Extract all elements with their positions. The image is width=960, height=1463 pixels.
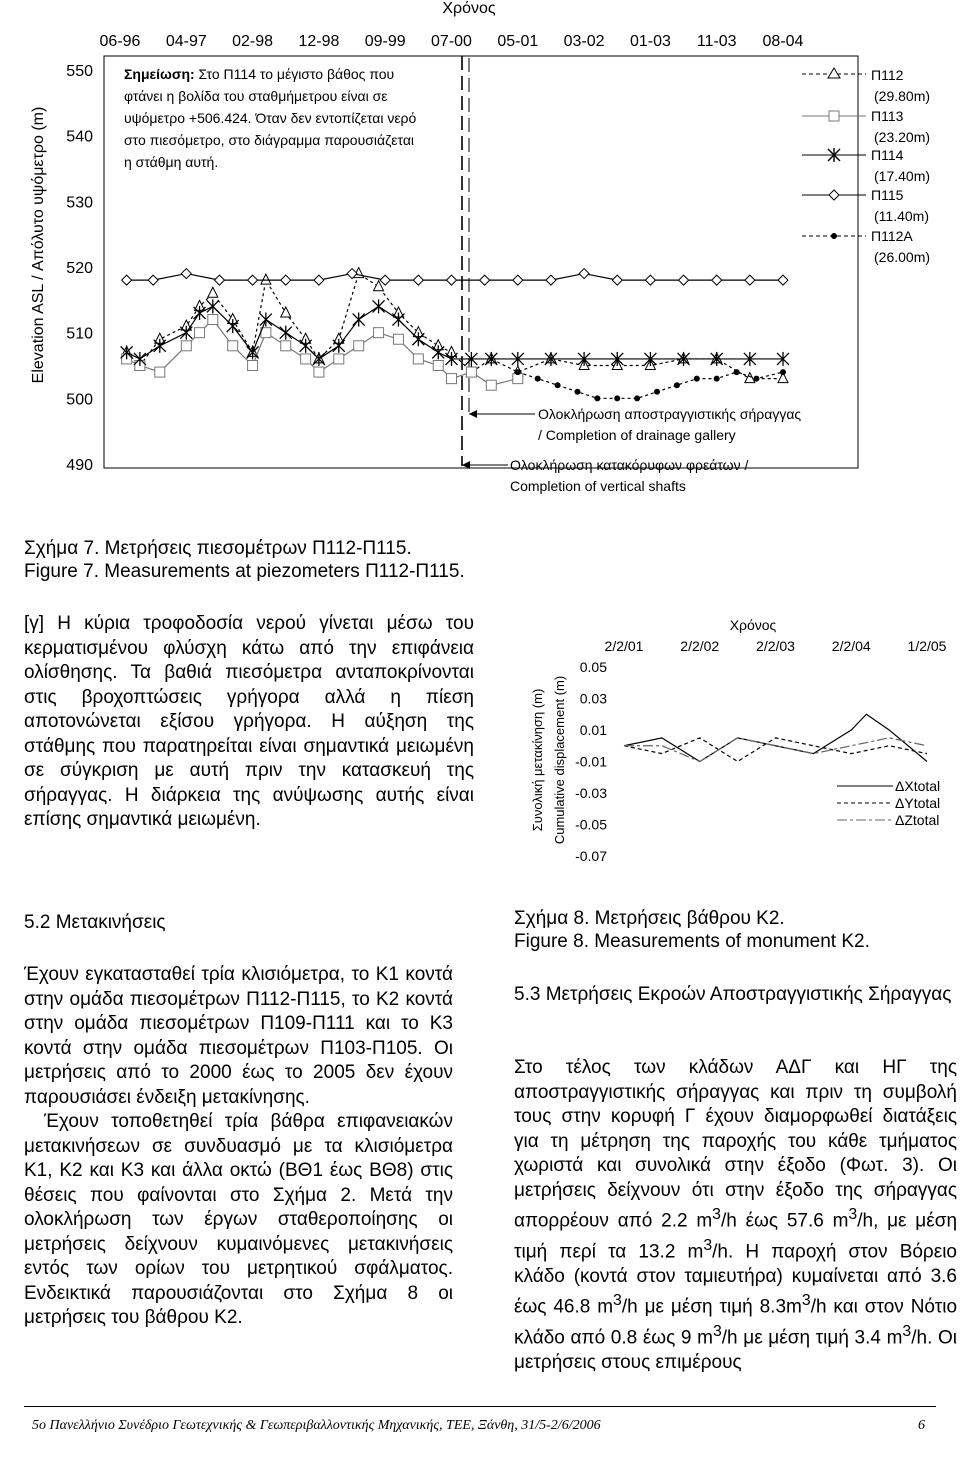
square-marker: [281, 341, 291, 351]
figure8-series-group: [624, 714, 927, 761]
paragraph-inclinometers: Έχουν εγκατασταθεί τρία κλισιόμετρα, το Κ1 κοντά στην ομάδα πιεσομέτρων Π112-Π115, το Κ2 κοντά στην ομάδα πιεσομέτρων Π109-Π111 και το Κ3 κοντά στην ομάδα πιεσομέτρων Π103-Π105. Οι μετρήσεις από το 2000 έως το 2005 δεν έχουν παρουσιάσει ένδειξη μετακίνησης.: [24, 964, 453, 1108]
figure7-y-title: Elevation ASL / Απόλυτο υψόμετρο (m): [30, 106, 47, 384]
dot-marker: [714, 376, 720, 382]
y-tick-label: -0.03: [575, 785, 607, 801]
diamond-marker: [214, 275, 224, 285]
triangle-marker: [208, 287, 218, 297]
star-marker: [121, 345, 133, 359]
star-marker: [353, 313, 365, 327]
left-paragraph-1: [24, 612, 474, 833]
dot-marker: [594, 395, 600, 401]
diamond-marker: [546, 275, 556, 285]
y-tick-label: 550: [66, 63, 93, 80]
diamond-marker: [579, 269, 589, 279]
dot-marker: [555, 382, 561, 388]
star-marker: [432, 345, 444, 359]
star-marker: [280, 326, 292, 340]
x-tick-label: 04-97: [165, 33, 207, 50]
diamond-marker: [513, 275, 523, 285]
star-marker: [180, 326, 192, 340]
legend-p112: [802, 67, 930, 104]
section-5-2-heading: 5.2 Μετακινήσεις: [24, 912, 166, 933]
arrow-left-icon: [469, 410, 477, 418]
legend-p113: [802, 108, 930, 145]
x-tick-label: 2/2/04: [831, 638, 871, 654]
y-tick-label: 510: [66, 325, 93, 343]
square-marker: [433, 361, 443, 371]
square-marker: [155, 367, 165, 377]
x-tick-label: 06-96: [99, 33, 141, 50]
square-marker: [413, 354, 423, 364]
legend-p114-depth: (17.40m): [874, 168, 931, 184]
figure8-x-ticks: [605, 638, 947, 654]
left-paragraph-2: [24, 963, 453, 1331]
figure7-y-ticks: [66, 63, 93, 474]
diamond-marker: [380, 275, 390, 285]
x-tick-label: 1/2/05: [907, 638, 947, 654]
star-marker: [313, 352, 325, 366]
figure8-caption-gr: Σχήμα 8. Μετρήσεις βάθρου Κ2.: [514, 908, 785, 929]
series-line: [624, 738, 927, 762]
figure8-x-title: Χρόνος: [729, 617, 777, 633]
figure7-caption-gr: Σχήμα 7. Μετρήσεις πιεσομέτρων Π112-Π115.: [24, 538, 412, 559]
star-marker: [392, 313, 404, 327]
x-tick-label: 08-04: [762, 33, 804, 50]
square-marker: [486, 380, 496, 390]
figure7-series-group: [121, 268, 789, 402]
square-marker: [181, 341, 191, 351]
star-marker: [154, 339, 166, 353]
y-tick-label: 490: [66, 457, 93, 474]
square-marker: [301, 354, 311, 364]
series-line: [127, 306, 783, 359]
diamond-marker: [281, 275, 291, 285]
figure7-annotation-shafts: [462, 457, 748, 494]
figure7-legend: [802, 67, 930, 265]
annotation-gallery-line-0: Ολοκλήρωση αποστραγγιστικής σήραγγας: [538, 406, 802, 422]
legend-dx: [837, 778, 940, 794]
footer-conference: 5ο Πανελλήνιο Συνέδριο Γεωτεχνικής & Γεωπεριβαλλοντικής Μηχανικής, ΤΕΕ, Ξάνθη, 31/5-2/6/2006: [32, 1418, 601, 1433]
star-marker: [373, 299, 385, 313]
diamond-marker: [679, 275, 689, 285]
legend-p112-name: Π112: [871, 67, 904, 83]
star-marker: [134, 352, 146, 366]
note-lead: Σημείωση:: [124, 66, 195, 82]
dot-marker: [574, 389, 580, 395]
dot-marker: [614, 395, 620, 401]
x-tick-label: 07-00: [431, 33, 472, 50]
figure8-y-title-en: Cumulative displacement (m): [552, 675, 567, 845]
x-tick-label: 09-99: [364, 33, 406, 50]
legend-p115-depth: (11.40m): [874, 208, 929, 224]
dot-marker: [694, 376, 700, 382]
paragraph-monuments: Έχουν τοποθετηθεί τρία βάθρα επιφανειακών μετακινήσεων σε συνδυασμό με τα κλισιόμετρα Κ1, Κ2 και Κ3 και άλλα οκτώ (ΒΘ1 έως ΒΘ8) στις θέσεις που φαίνονται στο Σχήμα 2. Μετά την ολοκλήρωση των έργων σταθεροποίησης οι μετρήσεις δείχνουν κυμαινόμενες μετακινήσεις εντός των ορίων του μετρητικού σφάλματος. Ενδεικτικά παρουσιάζονται στο Σχήμα 8 οι μετρήσεις του βάθρου Κ2.: [24, 1111, 453, 1328]
figure7-x-ticks: [100, 33, 804, 50]
diamond-marker: [122, 275, 132, 285]
x-tick-label: 2/2/02: [680, 638, 720, 654]
figure8-legend: [837, 778, 940, 828]
legend-p112a-name: Π112Α: [871, 228, 913, 244]
legend-dy: [837, 795, 940, 811]
square-marker: [228, 341, 238, 351]
note-line-4: η στάθμη αυτή.: [124, 154, 219, 170]
note-line-3: στο πιεσόμετρο, στο διάγραμμα παρουσιάζεται: [124, 132, 415, 148]
diamond-marker-icon: [829, 190, 839, 200]
dot-marker-icon: [831, 233, 837, 239]
star-marker: [333, 339, 345, 353]
y-tick-label: 530: [66, 194, 93, 212]
y-tick-label: 0.03: [579, 690, 607, 707]
x-tick-label: 02-98: [232, 33, 274, 50]
square-marker: [513, 374, 523, 384]
legend-dy-label: ΔYtotal: [895, 795, 941, 811]
dot-marker: [654, 389, 660, 395]
legend-p112-depth: (29.80m): [874, 88, 931, 104]
y-tick-label: 0.05: [579, 659, 607, 675]
diamond-marker: [745, 275, 755, 285]
figure7-x-title: Χρόνος: [442, 0, 496, 17]
y-tick-label: 500: [66, 391, 93, 409]
figure7-caption-en: Figure 7. Measurements at piezometers Π112-Π115.: [24, 561, 465, 582]
footer-rule: [24, 1406, 936, 1407]
legend-p114-name: Π114: [871, 147, 904, 163]
diamond-marker: [181, 269, 191, 279]
diamond-marker: [712, 275, 722, 285]
diamond-marker: [778, 275, 788, 285]
square-marker-icon: [829, 111, 839, 121]
annotation-shafts-line-1: Completion of vertical shafts: [510, 478, 686, 494]
legend-dz: [837, 812, 939, 828]
figure7-annotation-gallery: [469, 406, 801, 443]
legend-p112a-depth: (26.00m): [874, 249, 931, 265]
footer-page-number: 6: [918, 1418, 925, 1433]
diamond-marker: [480, 275, 490, 285]
legend-dx-label: ΔXtotal: [895, 778, 941, 794]
square-marker: [393, 334, 403, 344]
note-line-0-rest: Στο Π114 το μέγιστο βάθος που: [194, 66, 395, 82]
y-tick-label: 520: [66, 260, 93, 277]
section-5-3-heading: 5.3 Μετρήσεις Εκροών Αποστραγγιστικής Σήραγγας: [514, 984, 952, 1005]
diamond-marker: [447, 275, 457, 285]
figure8-y-title-gr: Συνολική μετακίνηση (m): [530, 688, 545, 832]
square-marker: [248, 361, 258, 371]
svg-text:Σημείωση: Στο Π114 το μέγιστο: [124, 66, 394, 82]
legend-p113-depth: (23.20m): [874, 129, 931, 145]
legend-p115: [802, 187, 929, 224]
legend-p115-name: Π115: [871, 187, 904, 203]
figure7-chart: [0, 0, 960, 510]
diamond-marker: [248, 275, 258, 285]
square-marker: [374, 328, 384, 338]
legend-p112a: [802, 228, 930, 265]
note-line-2: υψόμετρο +506.424. Όταν δεν εντοπίζεται νερό: [124, 110, 417, 126]
legend-dz-label: ΔZtotal: [895, 812, 940, 828]
star-marker: [300, 339, 312, 353]
x-tick-label: 12-98: [298, 33, 340, 50]
diamond-marker: [314, 275, 324, 285]
dot-marker: [780, 369, 786, 375]
diamond-marker: [413, 275, 423, 285]
square-marker: [208, 315, 218, 325]
dot-marker: [734, 369, 740, 375]
square-marker: [466, 367, 476, 377]
series-line: [624, 738, 927, 762]
dot-marker: [535, 376, 541, 382]
triangle-marker: [261, 274, 271, 284]
legend-p114: [802, 147, 930, 184]
figure7-note: [124, 66, 417, 170]
figure8-chart: [500, 600, 960, 885]
square-marker: [354, 341, 364, 351]
x-tick-label: 03-02: [563, 33, 605, 50]
annotation-shafts-line-0: Ολοκλήρωση κατακόρυφων φρεάτων /: [510, 457, 749, 473]
dot-marker: [674, 382, 680, 388]
y-tick-label: -0.01: [575, 753, 607, 770]
x-tick-label: 11-03: [696, 33, 737, 50]
triangle-marker: [281, 307, 291, 317]
x-tick-label: 01-03: [629, 33, 671, 50]
x-tick-label: 05-01: [497, 33, 539, 50]
star-marker: [247, 345, 259, 359]
star-marker: [207, 299, 219, 313]
right-paragraph: Στο τέλος των κλάδων ΑΔΓ και ΗΓ της αποστραγγιστικής σήραγγας και πριν τη συμβολή τους στην κορυφή Γ έχουν διαμορφωθεί διατάξεις για τη μέτρηση της παροχής του κάθε τμήματος χωριστά και συνολικά στην έξοδο (Φωτ. 3). Οι μετρήσεις δείχνουν ότι στην έξοδο της σήραγγας απορρέουν από 2.2 $m^3/h$ έως 57.6 $m^3/h$, με μέση τιμή περί τα 13.2 $m^3/h$. Η παροχή στον Βόρειο κλάδο (κοντά στον ταμιευτήρα) κυμαίνεται από 3.6 έως 46.8 $m^3/h$ με μέση τιμή $8.3m^3/h$ και στον Νότιο κλάδο από 0.8 έως 9 $m^3/h$ με μέση τιμή 3.4 $m^3/h$. Οι μετρήσεις στους επιμέρους: [514, 1057, 958, 1373]
square-marker: [195, 328, 205, 338]
square-marker: [334, 354, 344, 364]
diamond-marker: [612, 275, 622, 285]
figure8-caption-en: Figure 8. Measurements of monument K2.: [514, 931, 870, 952]
star-marker: [412, 332, 424, 346]
square-marker: [314, 367, 324, 377]
dot-marker: [634, 395, 640, 401]
y-tick-label: 540: [66, 128, 93, 146]
figure8-y-ticks: [575, 659, 607, 864]
diamond-marker: [645, 275, 655, 285]
triangle-marker-icon: [828, 68, 840, 78]
y-tick-label: -0.05: [575, 816, 607, 833]
dot-marker: [753, 376, 759, 382]
square-marker: [447, 374, 457, 384]
diamond-marker: [148, 275, 158, 285]
y-tick-label: 0.01: [579, 722, 607, 738]
star-marker: [260, 313, 272, 327]
paragraph-gamma: [γ] Η κύρια τροφοδοσία νερού γίνεται μέσω του κερματισμένου φλύσχη κάτω από την επιφάνεια ολίσθησης. Τα βαθιά πιεσόμετρα ανταποκρίνονται στις βροχοπτώσεις γρήγορα αλλά η πίεση αποτονώνεται εξίσου γρήγορα. Η αύξηση της στάθμης που παρατηρείται είναι σημαντικά μειωμένη σε σύγκριση με αυτή πριν την κατασκευή της σήραγγας. Η διάρκεια της ανύψωσης αυτής είναι επίσης σημαντικά μειωμένη.: [24, 613, 474, 830]
legend-p113-name: Π113: [871, 108, 904, 124]
annotation-gallery-line-1: / Completion of drainage gallery: [538, 427, 736, 443]
triangle-marker: [745, 373, 755, 383]
dot-marker: [515, 369, 521, 375]
note-line-1: φτάνει η βολίδα του σταθμήμετρου είναι σε: [124, 88, 388, 104]
y-tick-label: -0.07: [575, 848, 607, 864]
x-tick-label: 2/2/03: [756, 638, 795, 654]
x-tick-label: 2/2/01: [604, 638, 644, 654]
